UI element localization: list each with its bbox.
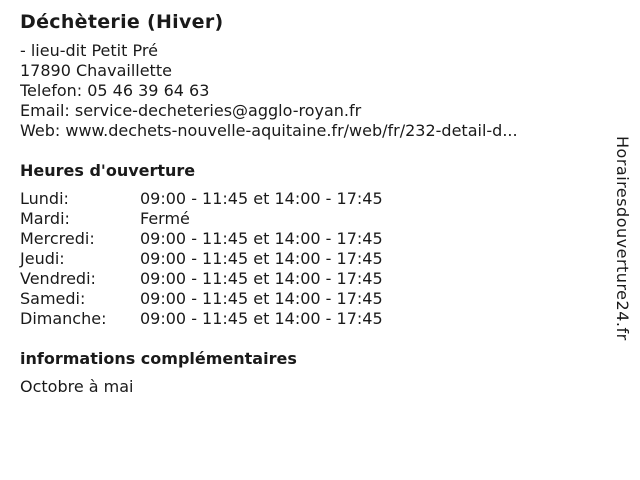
hours-row-sunday — [20, 309, 600, 329]
hours-table — [20, 189, 600, 329]
time-value: 09:00 - 11:45 et 14:00 - 17:45 — [140, 269, 383, 288]
address-city: 17890 Chavaillette — [20, 61, 172, 80]
time-value: 09:00 - 11:45 et 14:00 - 17:45 — [140, 229, 383, 248]
time-value: 09:00 - 11:45 et 14:00 - 17:45 — [140, 309, 383, 328]
hours-row-wednesday — [20, 229, 600, 249]
day-label: Mardi: — [20, 209, 70, 228]
email-text: Email: service-decheteries@agglo-royan.fr — [20, 101, 362, 120]
hours-heading: Heures d'ouverture — [20, 161, 196, 180]
hours-row-tuesday — [20, 209, 600, 229]
time-value: 09:00 - 11:45 et 14:00 - 17:45 — [140, 249, 383, 268]
page-title: Déchèterie (Hiver) — [20, 11, 224, 33]
hours-row-thursday — [20, 249, 600, 269]
phone-text: Telefon: 05 46 39 64 63 — [20, 81, 210, 100]
web-text: Web: www.dechets-nouvelle-aquitaine.fr/web/fr/232-detail-d... — [20, 121, 518, 140]
time-value: 09:00 - 11:45 et 14:00 - 17:45 — [140, 289, 383, 308]
info-text: Octobre à mai — [20, 377, 134, 396]
hours-row-monday — [20, 189, 600, 209]
day-label: Dimanche: — [20, 309, 107, 328]
day-label: Vendredi: — [20, 269, 96, 288]
site-watermark: Horairesdouverture24.fr — [613, 136, 632, 341]
time-value: 09:00 - 11:45 et 14:00 - 17:45 — [140, 189, 383, 208]
address-line: - lieu-dit Petit Pré — [20, 41, 158, 60]
opening-hours-card — [20, 10, 600, 397]
hours-row-friday — [20, 269, 600, 289]
time-value: Fermé — [140, 209, 190, 228]
day-label: Samedi: — [20, 289, 86, 308]
info-heading: informations complémentaires — [20, 349, 297, 368]
day-label: Jeudi: — [20, 249, 65, 268]
day-label: Lundi: — [20, 189, 69, 208]
hours-row-saturday — [20, 289, 600, 309]
day-label: Mercredi: — [20, 229, 95, 248]
address-block — [20, 41, 600, 141]
